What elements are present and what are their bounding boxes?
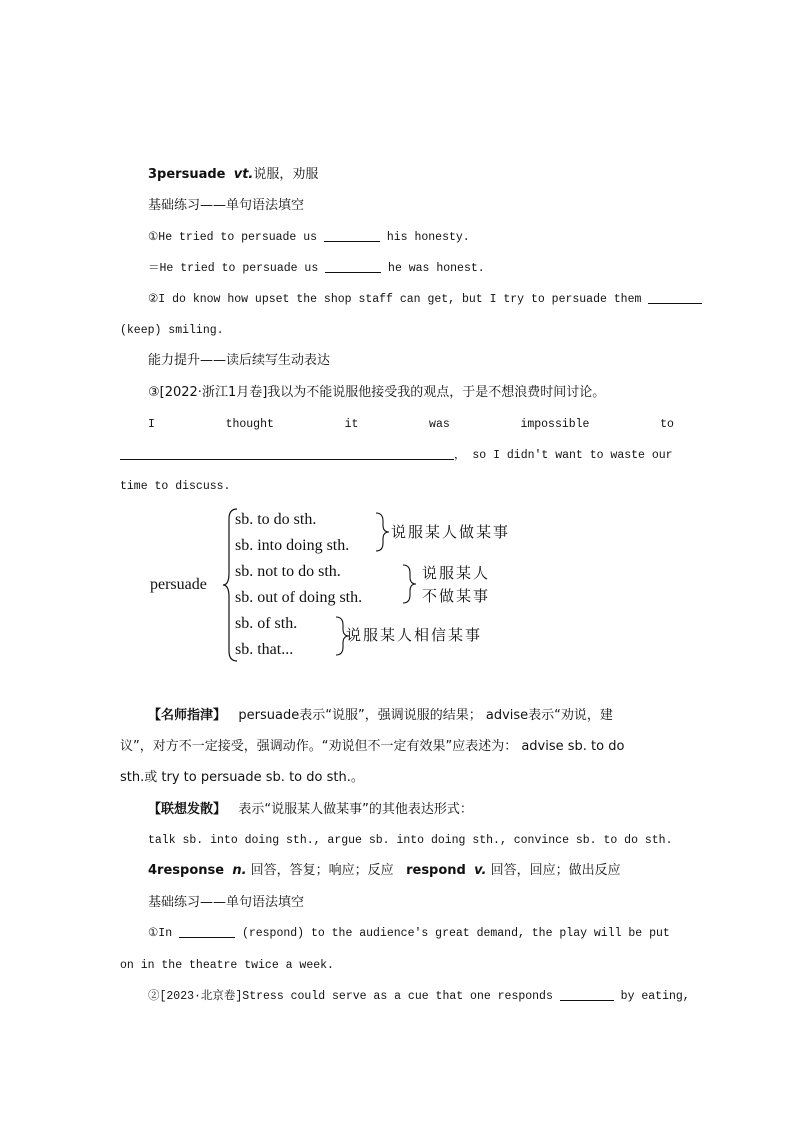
question-3-line: I thought it was impossible to — [148, 418, 674, 431]
answer-blank[interactable] — [560, 988, 614, 1001]
pattern-3b: sb. that... — [235, 641, 294, 658]
entry-heading-persuade — [148, 166, 318, 184]
ability-title: 能力提升——读后续写生动表达 — [148, 353, 331, 368]
usage-diagram — [140, 505, 520, 665]
pattern-3-meaning: 说服某人相信某事 — [346, 626, 483, 644]
answer-blank-long[interactable] — [120, 447, 454, 460]
question-4-1: ①In (respond) to the audience's great demand, the play will be put — [148, 927, 670, 940]
main-brace — [223, 509, 237, 661]
answer-blank[interactable] — [648, 291, 702, 304]
brace-group-1 — [376, 513, 389, 551]
question-2: ②I do know how upset the shop staff can get, but I try to persuade them — [148, 291, 702, 309]
part-of-speech: vt. — [233, 167, 254, 182]
tip-tag: 【名师指津】 — [148, 708, 227, 723]
pattern-2-meaning-1: 说服某人 — [422, 564, 491, 582]
question-1: ①He tried to persuade us his honesty. — [148, 231, 470, 244]
entry-word: persuade — [157, 167, 226, 182]
drill-title-2: 基础练习——单句语法填空 — [148, 895, 305, 910]
entry-number: 4 — [148, 863, 158, 878]
entry-word-2: respond — [406, 863, 466, 878]
part-of-speech: n. — [232, 863, 247, 878]
pattern-1a: sb. to do sth. — [235, 511, 317, 528]
tip-line-3: sth.或 try to persuade sb. to do sth.。 — [120, 770, 364, 785]
entry-meaning-2: 回答，回应；做出反应 — [490, 863, 621, 878]
answer-blank[interactable] — [325, 260, 381, 273]
pattern-2b: sb. out of doing sth. — [235, 589, 363, 606]
pattern-1-meaning: 说服某人做某事 — [391, 523, 511, 541]
answer-blank[interactable] — [179, 925, 235, 938]
pattern-2a: sb. not to do sth. — [235, 563, 341, 580]
entry-number: 3 — [148, 167, 158, 182]
question-4-1-continued: on in the theatre twice a week. — [120, 959, 334, 972]
assoc-tag: 【联想发散】 — [148, 802, 227, 817]
assoc-line: 【联想发散】 表示“说服某人做某事”的其他表达形式： — [148, 802, 473, 817]
answer-blank[interactable] — [324, 229, 380, 242]
entry-heading-response — [148, 862, 621, 880]
question-3-blank-line: ， so I didn't want to waste our — [120, 447, 673, 465]
assoc-forms: talk sb. into doing sth., argue sb. into doing sth., convince sb. to do sth. — [148, 834, 673, 847]
tip-line-2: 议”，对方不一定接受，强调动作。“劝说但不一定有效果”应表述为： advise sb. to do — [120, 739, 625, 754]
pattern-1b: sb. into doing sth. — [235, 537, 350, 554]
diagram-root: persuade — [150, 576, 207, 593]
tip-line-1: 【名师指津】 persuade表示“说服”，强调说服的结果； advise表示“劝说，建 — [148, 708, 613, 723]
question-4-2: ②[2023·北京卷]Stress could serve as a cue that one responds by eating, — [148, 990, 690, 1003]
question-3-prompt: ③[2022·浙江1月卷]我以为不能说服他接受我的观点，于是不想浪费时间讨论。 — [148, 385, 606, 400]
part-of-speech-2: v. — [474, 863, 487, 878]
question-3-end: time to discuss. — [120, 480, 231, 493]
brace-group-2 — [403, 565, 416, 603]
pattern-2-meaning-2: 不做某事 — [422, 587, 491, 605]
entry-meaning: 回答，答复；响应；反应 — [250, 863, 394, 878]
entry-word: response — [157, 863, 225, 878]
pattern-3a: sb. of sth. — [235, 615, 298, 632]
question-2-continued: (keep) smiling. — [120, 324, 224, 337]
entry-meaning: 说服，劝服 — [253, 167, 319, 182]
question-1-alt: ＝He tried to persuade us he was honest. — [148, 262, 485, 275]
drill-title: 基础练习——单句语法填空 — [148, 198, 305, 213]
